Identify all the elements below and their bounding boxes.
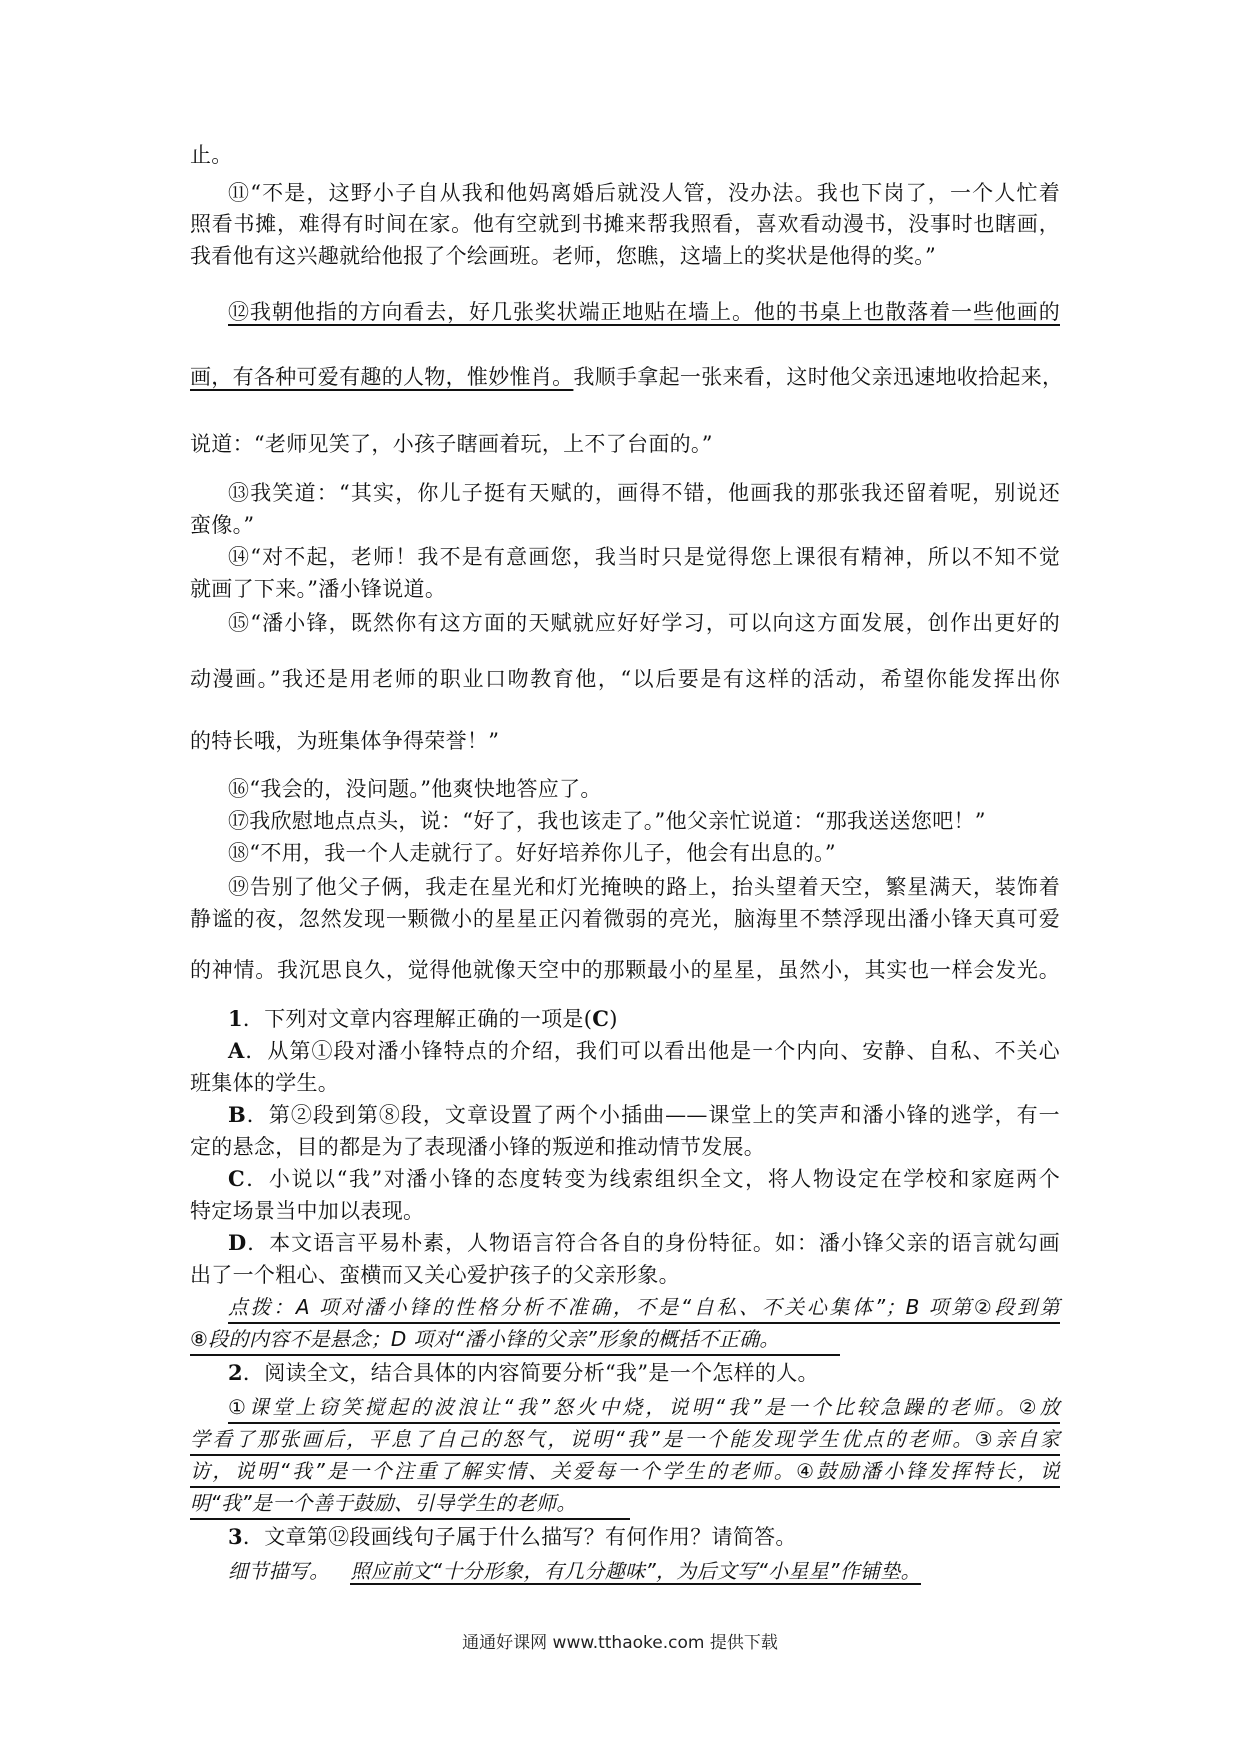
- question-3-answer-line: [228, 1556, 1060, 1586]
- option-label: B: [228, 1102, 247, 1127]
- option-label: C: [228, 1166, 246, 1191]
- option-b-line: 定的悬念，目的都是为了表现潘小锋的叛逆和推动情节发展。: [190, 1135, 766, 1159]
- option-c-line: [228, 1164, 1060, 1194]
- option-d-line: 出了一个粗心、蛮横而又关心爱护孩子的父亲形象。: [190, 1263, 680, 1287]
- option-b-line: [228, 1100, 1060, 1130]
- question-2-stem: [228, 1358, 1060, 1388]
- question-3-answer-effect: 照应前文“十分形象，有几分趣味”，为后文写“小星星”作铺垫。: [350, 1559, 921, 1583]
- option-a-line: [228, 1036, 1060, 1066]
- question-3-answer-type: 细节描写。: [228, 1559, 330, 1583]
- question-2-answer-line: 访，说明“我”是一个注重了解实情、关爱每一个学生的老师。④鼓励潘小锋发挥特长，说: [190, 1456, 1060, 1488]
- question-2-answer-line: 明“我”是一个善于鼓励、引导学生的老师。: [190, 1488, 630, 1520]
- page-footer: 通通好课网 www.tthaoke.com 提供下载: [462, 1633, 778, 1653]
- paragraph-15-line: ⑮“潘小锋，既然你有这方面的天赋就应好好学习，可以向这方面发展，创作出更好的: [228, 611, 1060, 635]
- paragraph-16-line: ⑯“我会的，没问题。”他爽快地答应了。: [228, 777, 602, 801]
- option-text: ．从第①段对潘小锋特点的介绍，我们可以看出他是一个内向、安静、自私、不关心: [244, 1039, 1060, 1063]
- paragraph-12-line: [190, 362, 1064, 392]
- question-3-stem: [228, 1522, 1060, 1552]
- question-number: 1: [228, 1006, 243, 1031]
- paragraph-19-line: ⑲告别了他父子俩，我走在星光和灯光掩映的路上，抬头望着天空，繁星满天，装饰着: [228, 875, 1060, 899]
- paragraph-11-line: 我看他有这兴趣就给他报了个绘画班。老师，您瞧，这墙上的奖状是他得的奖。”: [190, 244, 937, 268]
- question-text: ．文章第⑫段画线句子属于什么描写？有何作用？请简答。: [242, 1525, 797, 1549]
- question-number: 3: [228, 1524, 243, 1549]
- option-label: A: [228, 1038, 245, 1063]
- question-2-answer-line: 学看了那张画后，平息了自己的怒气，说明“我”是一个能发现学生优点的老师。③亲自家: [190, 1424, 1060, 1456]
- option-d-line: [228, 1228, 1060, 1258]
- paragraph-12-line: 说道：“老师见笑了，小孩子瞎画着玩，上不了台面的。”: [190, 432, 713, 456]
- paragraph-12-underlined-line: ⑫我朝他指的方向看去，好几张奖状端正地贴在墙上。他的书桌上也散落着一些他画的: [228, 300, 1060, 324]
- paragraph-12-rest: 我顺手拿起一张来看，这时他父亲迅速地收拾起来，: [573, 365, 1064, 389]
- question-1-stem: [228, 1004, 1060, 1034]
- question-number: 2: [228, 1360, 243, 1385]
- question-1-note-line: ⑧段的内容不是悬念；D 项对“潘小锋的父亲”形象的概括不正确。: [190, 1324, 840, 1356]
- paragraph-14-line: ⑭“对不起，老师！我不是有意画您，我当时只是觉得您上课很有精神，所以不知不觉: [228, 545, 1060, 569]
- option-text: ．小说以“我”对潘小锋的态度转变为线索组织全文，将人物设定在学校和家庭两个: [245, 1167, 1060, 1191]
- paragraph-12-underlined-part: 画，有各种可爱有趣的人物，惟妙惟肖。: [190, 365, 574, 389]
- question-text-end: ): [609, 1007, 618, 1031]
- option-text: ．第②段到第⑧段，文章设置了两个小插曲——课堂上的笑声和潘小锋的逃学，有一: [246, 1103, 1060, 1127]
- paragraph-14-line: 就画了下来。”潘小锋说道。: [190, 577, 447, 601]
- option-c-line: 特定场景当中加以表现。: [190, 1199, 425, 1223]
- question-1-note-line: 点拨：A 项对潘小锋的性格分析不准确，不是“自私、不关心集体”；B 项第②段到第: [228, 1292, 1060, 1324]
- question-answer: C: [592, 1006, 610, 1031]
- passage-line: 止。: [190, 143, 233, 167]
- option-a-line: 班集体的学生。: [190, 1071, 340, 1095]
- option-label: D: [228, 1230, 247, 1255]
- paragraph-13-line: ⑬我笑道：“其实，你儿子挺有天赋的，画得不错，他画我的那张我还留着呢，别说还: [228, 481, 1060, 505]
- paragraph-11-line: 照看书摊，难得有时间在家。他有空就到书摊来帮我照看，喜欢看动漫书，没事时也瞎画，: [190, 212, 1060, 236]
- question-text: ．阅读全文，结合具体的内容简要分析“我”是一个怎样的人。: [242, 1361, 819, 1385]
- paragraph-18-line: ⑱“不用，我一个人走就行了。好好培养你儿子，他会有出息的。”: [228, 841, 836, 865]
- option-text: ．本文语言平易朴素，人物语言符合各自的身份特征。如：潘小锋父亲的语言就勾画: [246, 1231, 1060, 1255]
- paragraph-15-line: 动漫画。”我还是用老师的职业口吻教育他，“以后要是有这样的活动，希望你能发挥出你: [190, 667, 1060, 691]
- paragraph-11-line: ⑪“不是，这野小子自从我和他妈离婚后就没人管，没办法。我也下岗了，一个人忙着: [228, 181, 1060, 205]
- paragraph-19-line: 的神情。我沉思良久，觉得他就像天空中的那颗最小的星星，虽然小，其实也一样会发光。: [190, 958, 1060, 982]
- paragraph-13-line: 蛮像。”: [190, 513, 255, 537]
- paragraph-17-line: ⑰我欣慰地点点头，说：“好了，我也该走了。”他父亲忙说道：“那我送送您吧！”: [228, 809, 986, 833]
- question-text: ．下列对文章内容理解正确的一项是(: [242, 1007, 593, 1031]
- paragraph-19-line: 静谧的夜，忽然发现一颗微小的星星正闪着微弱的亮光，脑海里不禁浮现出潘小锋天真可爱: [190, 907, 1060, 931]
- question-2-answer-line: ①课堂上窃笑搅起的波浪让“我”怒火中烧，说明“我”是一个比较急躁的老师。②放: [228, 1392, 1060, 1424]
- paragraph-15-line: 的特长哦，为班集体争得荣誉！”: [190, 729, 500, 753]
